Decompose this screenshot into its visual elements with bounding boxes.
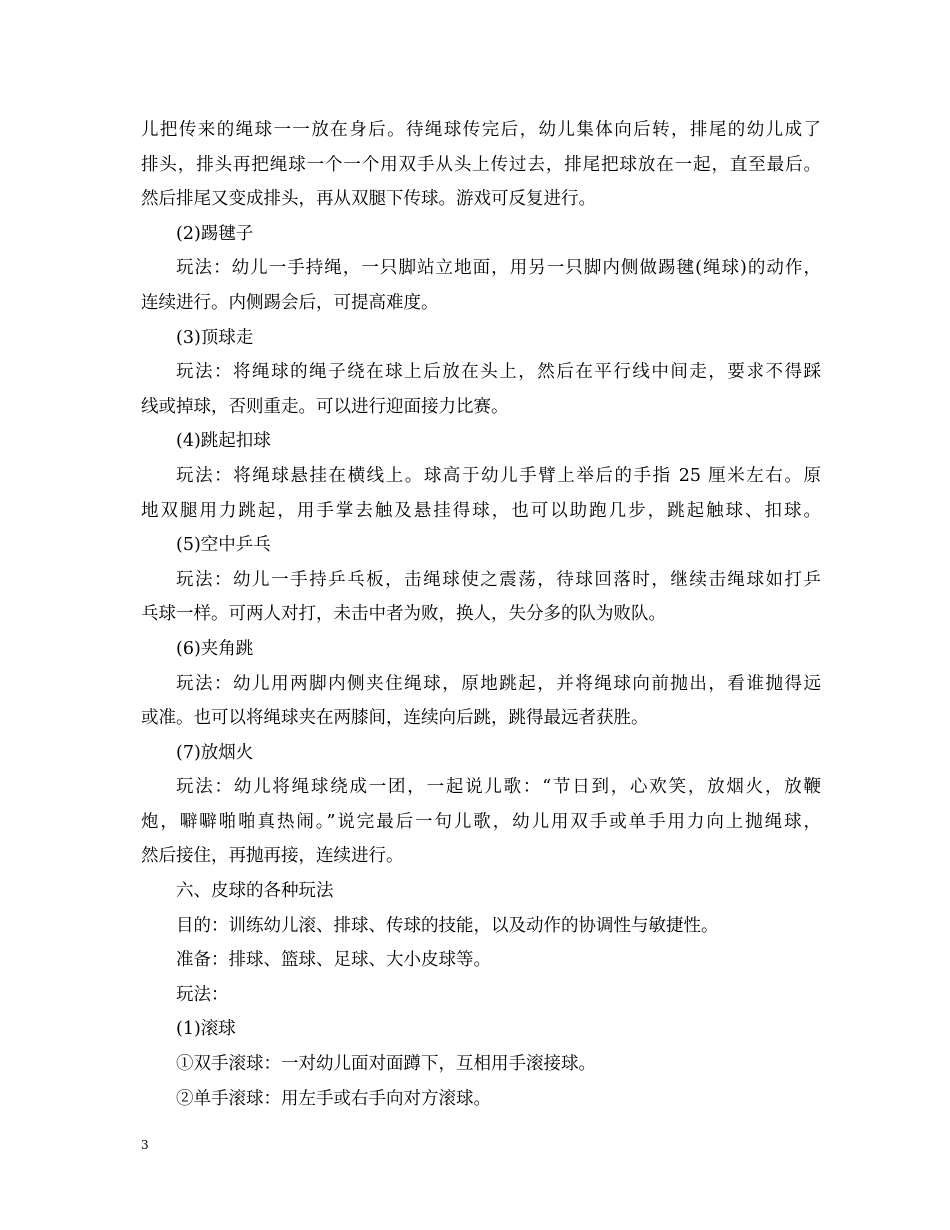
paragraph-line: 玩法：幼儿一手持乒乓板，击绳球使之震荡，待球回落时，继续击绳球如打乒 <box>176 569 821 590</box>
paragraph-line: 然后排尾又变成排头，再从双腿下传球。游戏可反复进行。 <box>141 189 596 210</box>
section-heading: (6)夹角跳 <box>176 638 254 659</box>
section-heading: (4)跳起扣球 <box>176 431 271 452</box>
paragraph-line: 准备：排球、篮球、足球、大小皮球等。 <box>176 950 491 971</box>
paragraph-line: 或准。也可以将绳球夹在两膝间，连续向后跳，跳得最远者获胜。 <box>141 708 649 729</box>
paragraph-line: 炮，噼噼啪啪真热闹。”说完最后一句儿歌，幼儿用双手或单手用力向上抛绳球， <box>141 811 821 832</box>
paragraph-line: 玩法： <box>176 984 229 1005</box>
paragraph-line: 乓球一样。可两人对打，未击中者为败，换人，失分多的队为败队。 <box>141 604 666 625</box>
paragraph-line: 线或掉球，否则重走。可以进行迎面接力比赛。 <box>141 396 509 417</box>
section-heading: 六、皮球的各种玩法 <box>176 881 334 902</box>
section-heading: (3)顶球走 <box>176 327 254 348</box>
section-heading: (1)滚球 <box>176 1019 236 1040</box>
paragraph-line: 玩法：幼儿将绳球绕成一团，一起说儿歌：“节日到，心欢笑，放烟火，放鞭 <box>176 777 821 798</box>
paragraph-line: 儿把传来的绳球一一放在身后。待绳球传完后，幼儿集体向后转，排尾的幼儿成了 <box>141 120 821 140</box>
paragraph-line: 玩法：幼儿用两脚内侧夹住绳球，原地跳起，并将绳球向前抛出，看谁抛得远 <box>176 673 821 694</box>
section-heading: (2)踢毽子 <box>176 223 254 244</box>
list-item: ①双手滚球：一对幼儿面对面蹲下，互相用手滚接球。 <box>176 1054 596 1075</box>
section-heading: (5)空中乒乓 <box>176 535 271 556</box>
paragraph-line: 玩法：将绳球的绳子绕在球上后放在头上，然后在平行线中间走，要求不得踩 <box>176 362 821 383</box>
page-number: 3 <box>141 1138 149 1152</box>
paragraph-line: 地双腿用力跳起，用手掌去触及悬挂得球，也可以助跑几步，跳起触球、扣球。 <box>141 500 821 521</box>
paragraph-line: 目的：训练幼儿滚、排球、传球的技能，以及动作的协调性与敏捷性。 <box>176 915 719 936</box>
paragraph-line: 玩法：将绳球悬挂在横线上。球高于幼儿手臂上举后的手指 25 厘米左右。原 <box>176 465 821 486</box>
paragraph-line: 玩法：幼儿一手持绳，一只脚站立地面，用另一只脚内侧做踢毽(绳球)的动作， <box>176 258 821 279</box>
paragraph-line: 连续进行。内侧踢会后，可提高难度。 <box>141 292 439 313</box>
paragraph-line: 然后接住，再抛再接，连续进行。 <box>141 846 404 867</box>
list-item: ②单手滚球：用左手或右手向对方滚球。 <box>176 1088 491 1109</box>
paragraph-line: 排头，排头再把绳球一个一个用双手从头上传过去，排尾把球放在一起，直至最后。 <box>141 154 821 175</box>
body-text <box>141 113 821 1116</box>
section-heading: (7)放烟火 <box>176 742 254 763</box>
